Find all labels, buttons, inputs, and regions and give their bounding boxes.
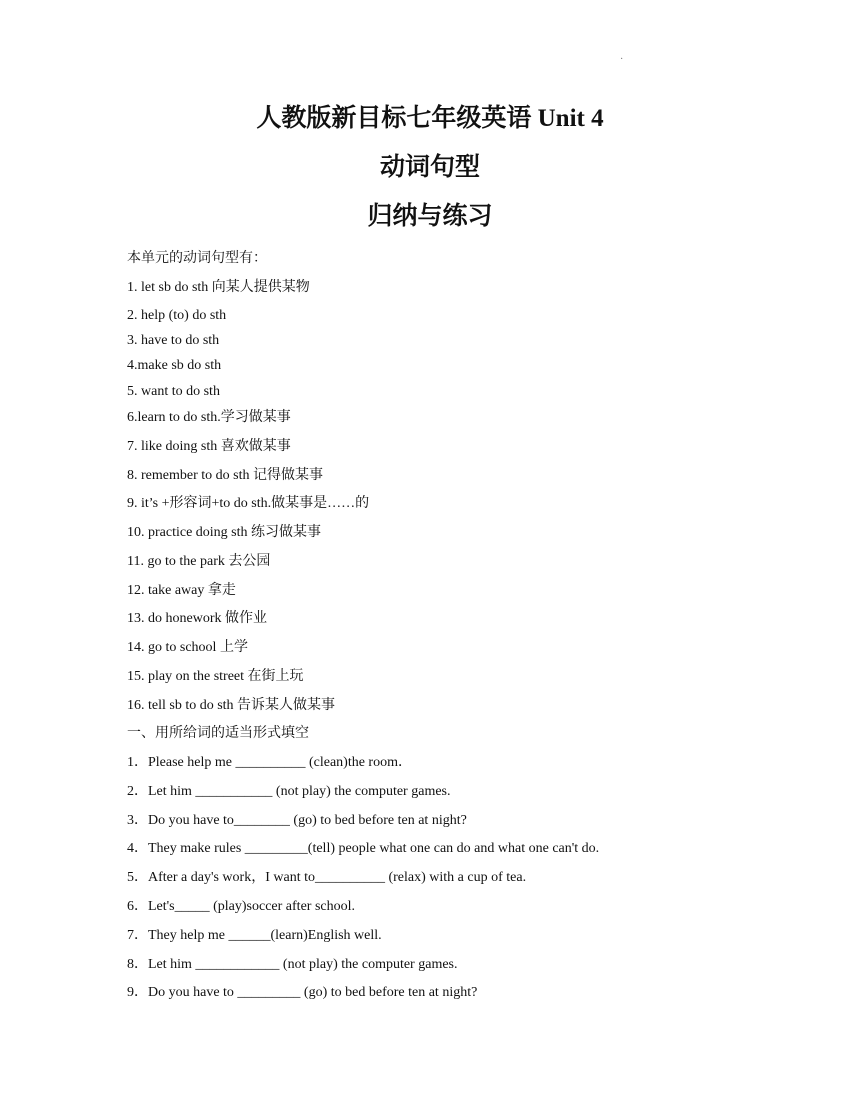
pattern-item: 15. play on the street 在街上玩 — [127, 669, 304, 684]
pattern-item: 13. do honework 做作业 — [127, 611, 267, 626]
exercise-item: 4．They make rules _________(tell) people what one can do and what one can't do. — [127, 841, 600, 856]
pattern-item: 12. take away 拿走 — [127, 583, 236, 598]
pattern-item: 10. practice doing sth 练习做某事 — [127, 525, 322, 540]
document-subtitle: 动词句型 — [379, 154, 480, 181]
pattern-item: 5. want to do sth — [127, 384, 220, 399]
exercise-item: 1．Please help me __________ (clean)the room． — [127, 755, 412, 770]
pattern-item: 3. have to do sth — [127, 333, 220, 348]
corner-mark: · — [620, 54, 624, 65]
pattern-item: 8. remember to do sth 记得做某事 — [127, 468, 323, 483]
pattern-item: 6.learn to do sth.学习做某事 — [127, 410, 291, 425]
pattern-item: 11. go to the park 去公园 — [127, 554, 271, 569]
exercise-item: 5．After a day's work，I want to__________ (relax) with a cup of tea. — [127, 870, 527, 885]
pattern-item: 7. like doing sth 喜欢做某事 — [127, 439, 291, 454]
exercise-item: 2．Let him ___________ (not play) the computer games. — [127, 784, 451, 799]
pattern-item: 9. it’s +形容词+to do sth.做某事是……的 — [127, 496, 370, 511]
document-subtitle-2: 归纳与练习 — [367, 203, 493, 230]
pattern-item: 1. let sb do sth 向某人提供某物 — [127, 280, 310, 295]
document-title: 人教版新目标七年级英语 Unit 4 — [256, 105, 604, 132]
exercise-item: 3．Do you have to________ (go) to bed before ten at night? — [127, 813, 467, 828]
pattern-item: 2. help (to) do sth — [127, 308, 227, 323]
exercise-item: 8．Let him ____________ (not play) the computer games. — [127, 957, 458, 972]
exercise-heading: 一、用所给词的适当形式填空 — [127, 726, 309, 741]
exercise-item: 7．They help me ______(learn)English well. — [127, 928, 382, 943]
pattern-item: 14. go to school 上学 — [127, 640, 248, 655]
pattern-item: 16. tell sb to do sth 告诉某人做某事 — [127, 698, 336, 713]
exercise-item: 9．Do you have to _________ (go) to bed before ten at night? — [127, 985, 478, 1000]
exercise-item: 6．Let's_____ (play)soccer after school. — [127, 899, 355, 914]
intro-text: 本单元的动词句型有： — [127, 251, 267, 266]
pattern-item: 4.make sb do sth — [127, 358, 222, 373]
